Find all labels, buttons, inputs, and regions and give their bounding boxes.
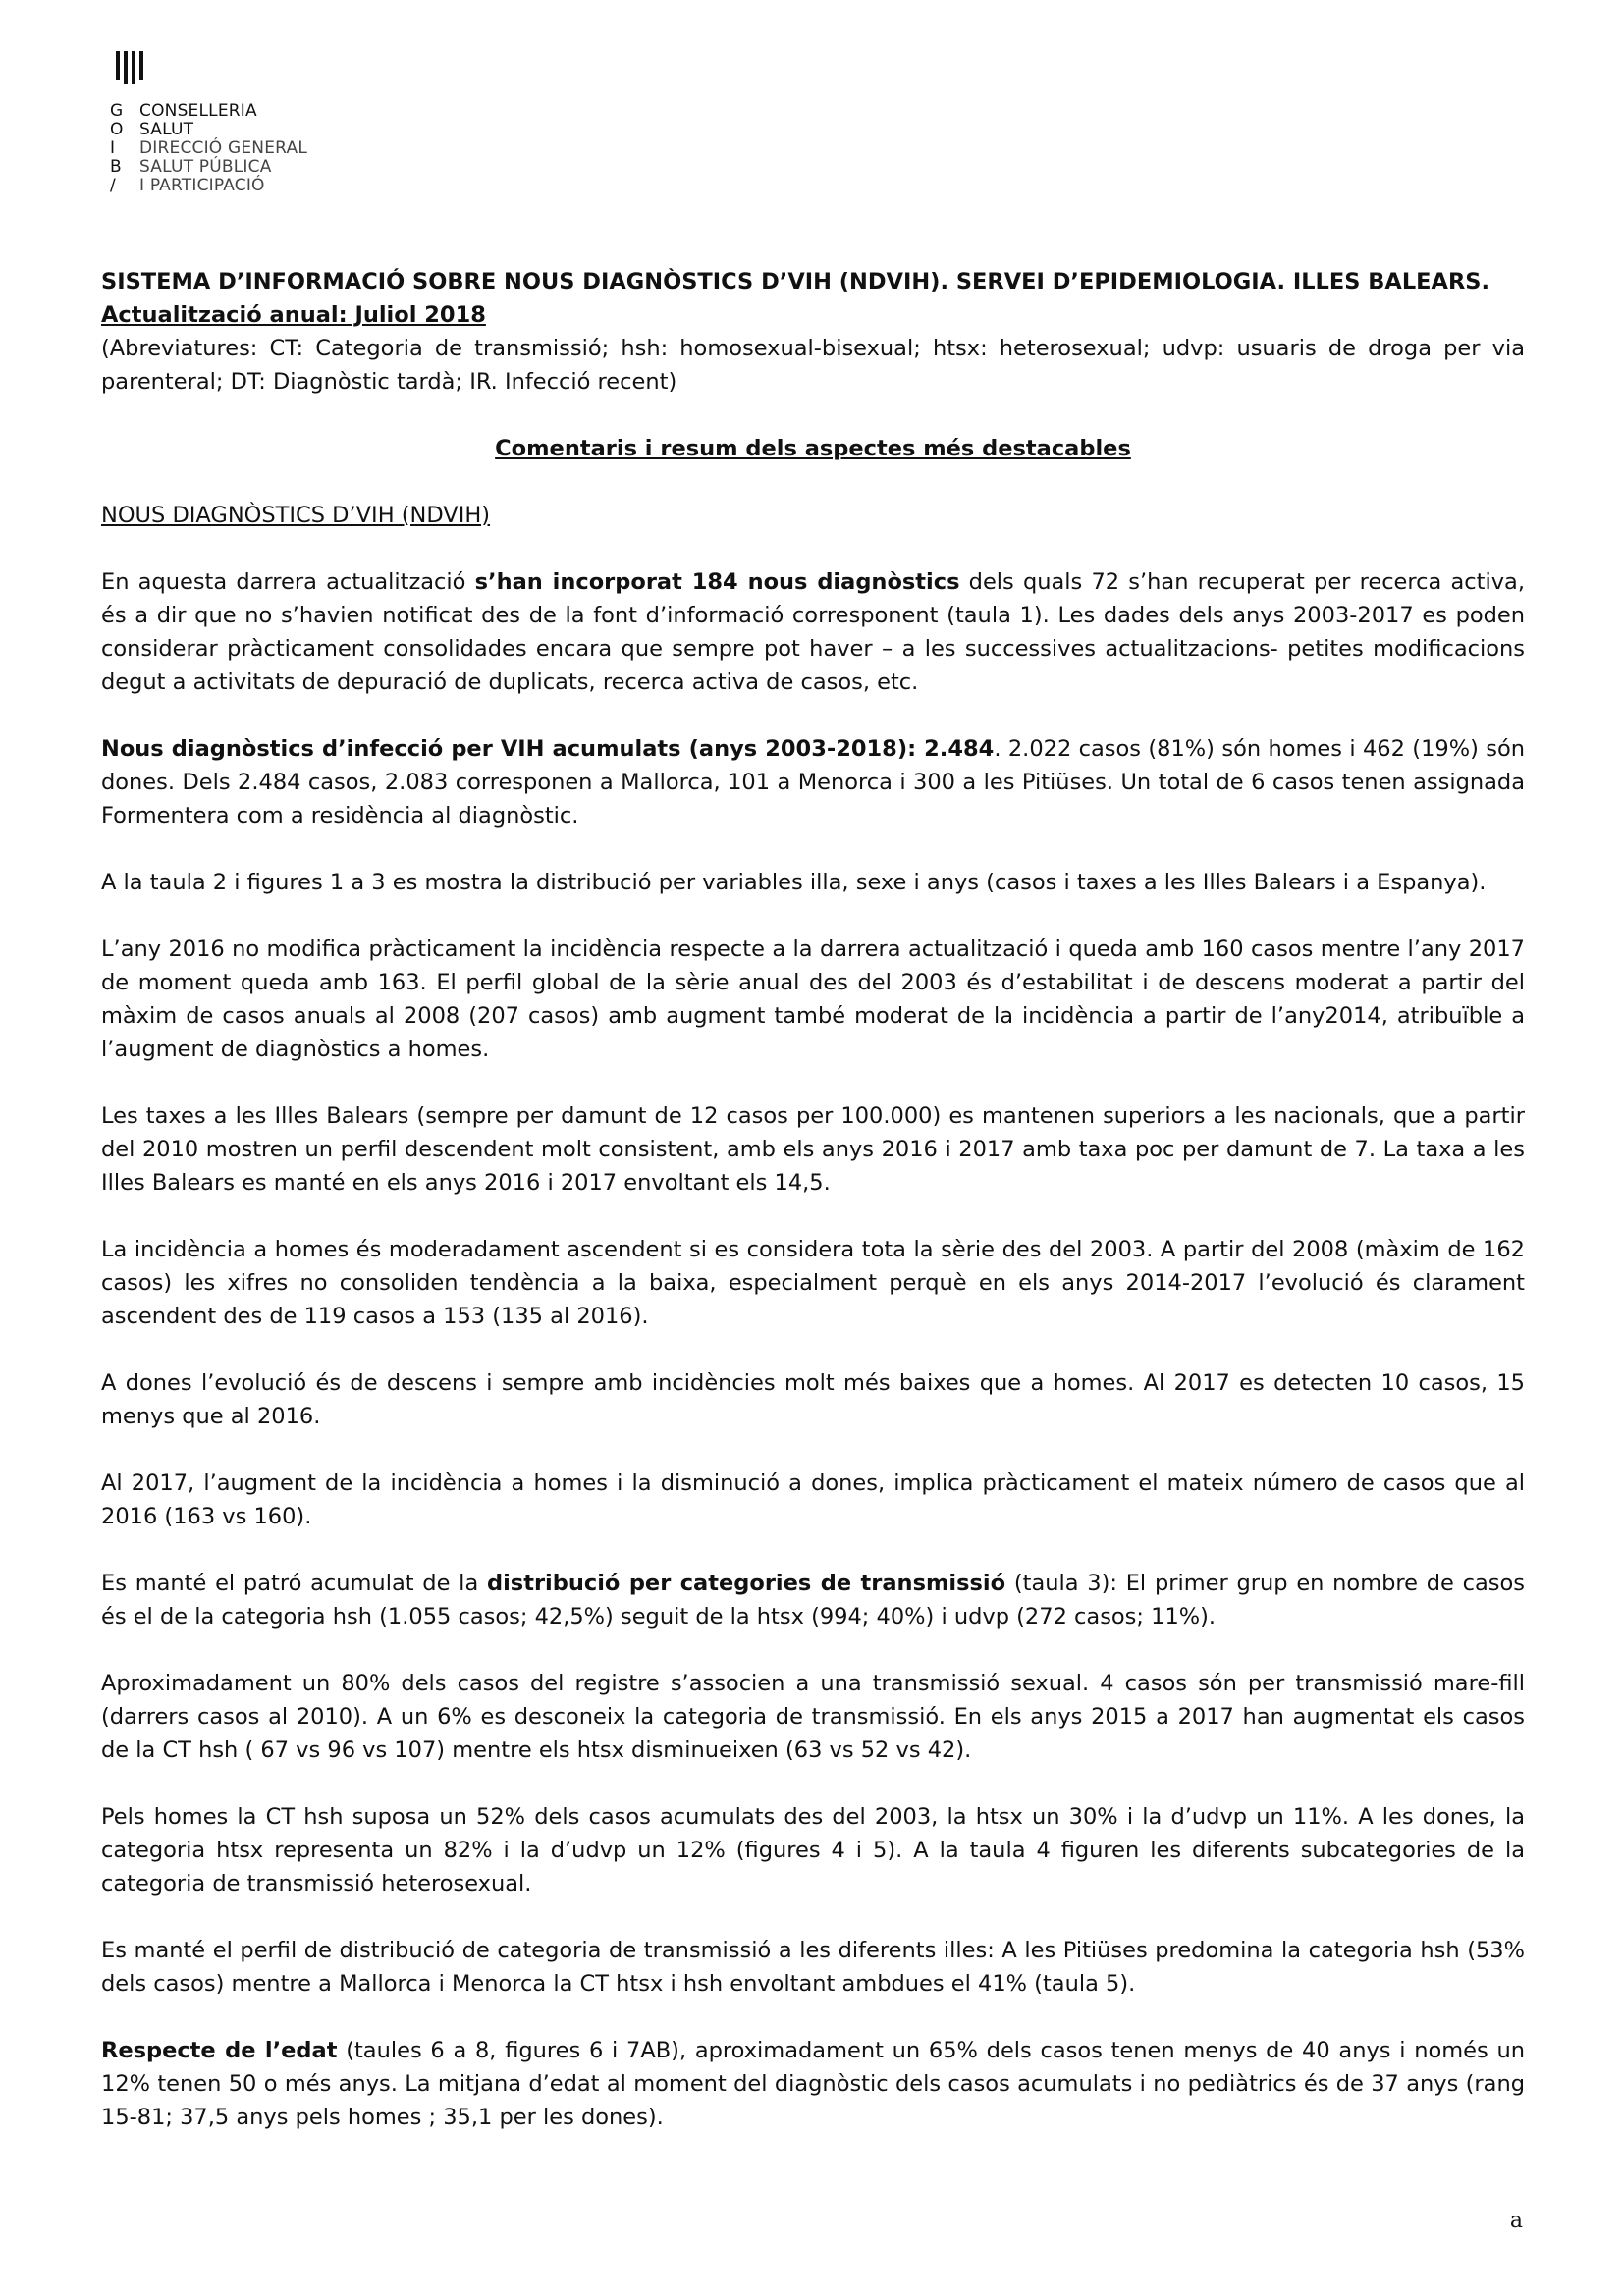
update-date: Actualització anual: Juliol 2018 [101,302,486,328]
paragraph: A dones l’evolució és de descens i sempre amb incidències molt més baixes que a homes. Al 2017 es detecten 10 casos, 15 menys que al 2016. [101,1370,1525,1429]
goib-logo [110,51,307,195]
logo-row: O SALUT [110,120,194,139]
paragraph: Les taxes a les Illes Balears (sempre per damunt de 12 casos per 100.000) es mantenen superiors a les nacionals, que a partir del 2010 mostren un perfil descendent molt consistent, amb els anys 2016 i 2017 amb taxa poc per damunt de 7. La taxa a les Illes Balears es manté en els anys 2016 i 2017 envoltant els 14,5. [101,1103,1525,1196]
subsection-title: NOUS DIAGNÒSTICS D’VIH (NDVIH) [101,503,491,528]
paragraph: La incidència a homes és moderadament ascendent si es considera tota la sèrie des del 2003. A partir del 2008 (màxim de 162 casos) les xifres no consoliden tendència a la baixa, especialment perquè en els anys 2014-2017 l’evolució és clarament ascendent des de 119 casos a 153 (135 al 2016). [101,1237,1525,1329]
logo-row: I DIRECCIÓ GENERAL [110,138,307,158]
page-number: a [1509,2209,1523,2233]
coat-of-arms-icon [116,51,307,84]
section-title: Comentaris i resum dels aspectes més destacables [495,436,1131,461]
paragraph-cumulative: Nous diagnòstics d’infecció per VIH acumulats (anys 2003-2018): 2.484. 2.022 casos (81%) són homes i 462 (19%) són dones. Dels 2.484 casos, 2.083 corresponen a Mallorca, 101 a Menorca i 300 a les Pitiüses. Un total de 6 casos tenen assignada Formentera com a residència al diagnòstic. [101,736,1526,828]
logo-row: / I PARTICIPACIÓ [110,176,265,195]
paragraph-age: Respecte de l’edat (taules 6 a 8, figures 6 i 7AB), aproximadament un 65% dels casos tenen menys de 40 anys i només un 12% tenen 50 o més anys. La mitjana d’edat al moment del diagnòstic dels casos acumulats i no pediàtrics és de 37 anys (rang 15-81; 37,5 anys pels homes ; 35,1 per les dones). [101,2038,1525,2130]
paragraph-transmission: Es manté el patró acumulat de la distribució per categories de transmissió (taula 3): El primer grup en nombre de casos és el de la categoria hsh (1.055 casos; 42,5%) seguit de la htsx (994; 40%) i udvp (272 casos; 11%). [101,1571,1526,1629]
paragraph-new-diagnoses: En aquesta darrera actualització s’han incorporat 184 nous diagnòstics dels quals 72 s’han recuperat per recerca activa, és a dir que no s’havien notificat des de la font d’informació corresponent (taula 1). Les dades dels anys 2003-2017 es poden considerar pràcticament consolidades encara que sempre pot haver – a les successives actualitzacions- petites modificacions degut a activitats de depuració de duplicats, recerca activa de casos, etc. [101,569,1525,695]
logo-row: B SALUT PÚBLICA [110,157,272,177]
document-body [101,265,1525,2134]
paragraph: L’any 2016 no modifica pràcticament la incidència respecte a la darrera actualització i queda amb 160 casos mentre l’any 2017 de moment queda amb 163. El perfil global de la sèrie anual des del 2003 és d’estabilitat i de descens moderat a partir del màxim de casos anuals al 2008 (207 casos) amb augment també moderat de la incidència a partir de l’any2014, atribuïble a l’augment de diagnòstics a homes. [101,936,1525,1062]
abbreviations: (Abreviatures: CT: Categoria de transmissió; hsh: homosexual-bisexual; htsx: heterosexual; udvp: usuaris de droga per via parenteral; DT: Diagnòstic tardà; IR. Infecció recent) [101,336,1525,395]
document-title: SISTEMA D’INFORMACIÓ SOBRE NOUS DIAGNÒSTICS D’VIH (NDVIH). SERVEI D’EPIDEMIOLOGIA. ILLES BALEARS. [101,269,1490,294]
paragraph: Aproximadament un 80% dels casos del registre s’associen a una transmissió sexual. 4 casos són per transmissió mare-fill (darrers casos al 2010). A un 6% es desconeix la categoria de transmissió. En els anys 2015 a 2017 han augmentat els casos de la CT hsh ( 67 vs 96 vs 107) mentre els htsx disminueixen (63 vs 52 vs 42). [101,1671,1525,1763]
paragraph: A la taula 2 i figures 1 a 3 es mostra la distribució per variables illa, sexe i anys (casos i taxes a les Illes Balears i a Espanya). [101,870,1487,895]
paragraph: Al 2017, l’augment de la incidència a homes i la disminució a dones, implica pràcticament el mateix número de casos que al 2016 (163 vs 160). [101,1470,1525,1529]
paragraph: Es manté el perfil de distribució de categoria de transmissió a les diferents illes: A les Pitiüses predomina la categoria hsh (53% dels casos) mentre a Mallorca i Menorca la CT htsx i hsh envoltant ambdues el 41% (taula 5). [101,1938,1525,1997]
logo-row: G CONSELLERIA [110,101,257,121]
paragraph: Pels homes la CT hsh suposa un 52% dels casos acumulats des del 2003, la htsx un 30% i la d’udvp un 11%. A les dones, la categoria htsx representa un 82% i la d’udvp un 12% (figures 4 i 5). A la taula 4 figuren les diferents subcategories de la categoria de transmissió heterosexual. [101,1804,1525,1896]
